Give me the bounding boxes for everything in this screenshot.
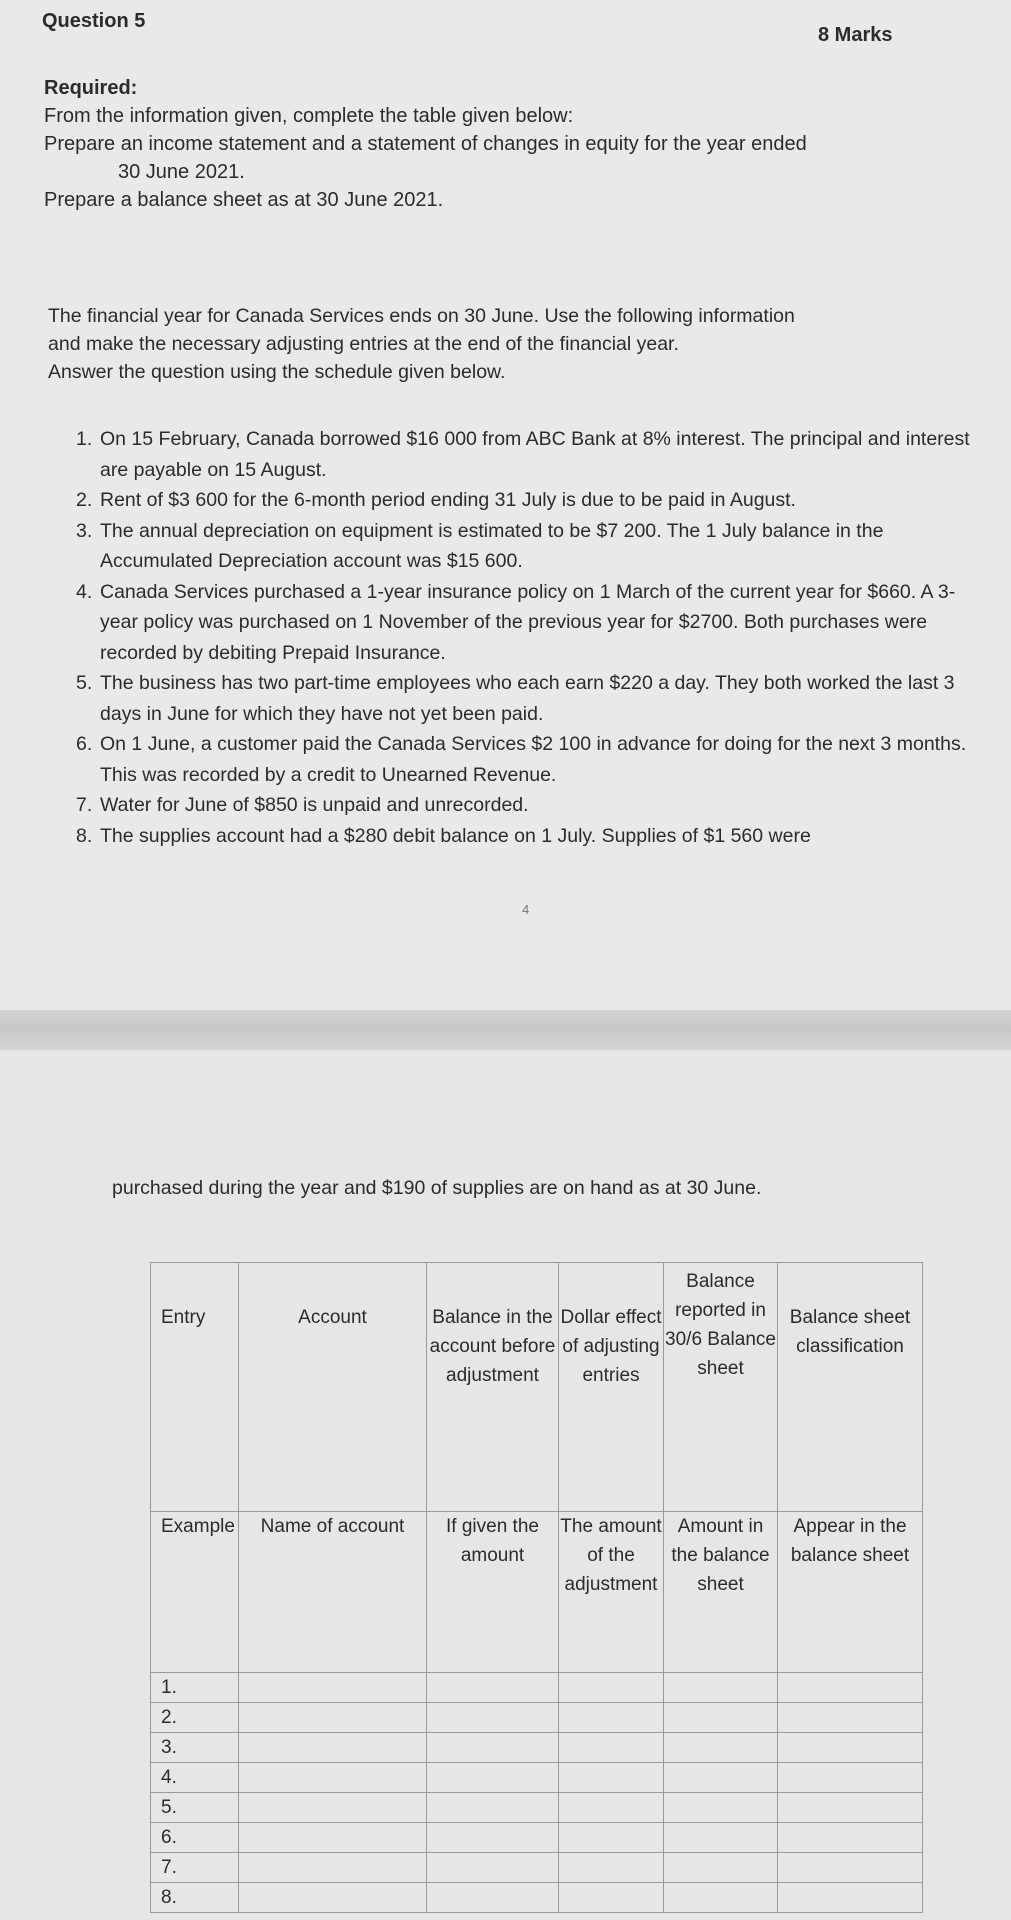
header-balance-reported: Balance reported in 30/6 Balance sheet — [664, 1263, 778, 1512]
intro-line: and make the necessary adjusting entries at the end of the financial year. — [48, 333, 679, 355]
item-text: The supplies account had a $280 debit balance on 1 July. Supplies of $1 560 were — [100, 824, 811, 847]
adjustments-list — [76, 424, 972, 851]
table-row — [151, 1673, 923, 1703]
cell-classification[interactable] — [778, 1763, 923, 1793]
cell-account[interactable] — [239, 1793, 427, 1823]
intro-line: Answer the question using the schedule given below. — [48, 361, 506, 383]
cell-balance-before[interactable] — [427, 1673, 559, 1703]
cell-balance-reported[interactable] — [664, 1853, 778, 1883]
example-balance-reported: Amount in the balance sheet — [664, 1512, 778, 1673]
item-text: On 15 February, Canada borrowed $16 000 from ABC Bank at 8% interest. The principal and interest are payable on 15 August. — [100, 428, 970, 481]
required-line: 30 June 2021. — [118, 161, 245, 183]
item-number: 7. — [76, 794, 93, 816]
cell-dollar-effect[interactable] — [559, 1733, 664, 1763]
table-row — [151, 1823, 923, 1853]
cell-classification[interactable] — [778, 1883, 923, 1913]
item-number: 5. — [76, 672, 93, 694]
cell-balance-before[interactable] — [427, 1793, 559, 1823]
example-dollar-effect: The amount of the adjustment — [559, 1512, 664, 1673]
table-row — [151, 1703, 923, 1733]
cell-account[interactable] — [239, 1673, 427, 1703]
row-number: 6. — [151, 1823, 239, 1853]
item-text: Canada Services purchased a 1-year insurance policy on 1 March of the current year for $660. A 3-year policy was purchased on 1 November of the previous year for $2700. Both purchases were recorded by debiting Prepaid Insurance. — [100, 580, 956, 664]
cell-balance-reported[interactable] — [664, 1733, 778, 1763]
cell-dollar-effect[interactable] — [559, 1793, 664, 1823]
cell-balance-reported[interactable] — [664, 1793, 778, 1823]
cell-classification[interactable] — [778, 1823, 923, 1853]
row-number: 7. — [151, 1853, 239, 1883]
cell-balance-before[interactable] — [427, 1763, 559, 1793]
table-example-row — [151, 1512, 923, 1673]
cell-classification[interactable] — [778, 1703, 923, 1733]
cell-classification[interactable] — [778, 1673, 923, 1703]
cell-account[interactable] — [239, 1703, 427, 1733]
list-item — [76, 577, 972, 669]
header-dollar-effect: Dollar effect of adjusting entries — [559, 1263, 664, 1512]
adjustment-schedule-table — [150, 1262, 923, 1913]
list-item — [76, 516, 972, 577]
cell-balance-reported[interactable] — [664, 1763, 778, 1793]
required-line: From the information given, complete the table given below: — [44, 105, 574, 127]
item-number: 3. — [76, 519, 93, 542]
header-entry: Entry — [151, 1263, 239, 1512]
header-account: Account — [239, 1263, 427, 1512]
item-number: 6. — [76, 733, 93, 755]
table-row — [151, 1763, 923, 1793]
table-header-row — [151, 1263, 923, 1512]
row-number: 3. — [151, 1733, 239, 1763]
list-item — [76, 668, 972, 729]
cell-account[interactable] — [239, 1883, 427, 1913]
required-heading: Required: — [44, 77, 138, 99]
example-account: Name of account — [239, 1512, 427, 1673]
item-text: The business has two part-time employees who each earn $220 a day. They both worked the last 3 days in June for which they have not yet been paid. — [100, 672, 955, 725]
list-item — [76, 821, 972, 852]
cell-dollar-effect[interactable] — [559, 1763, 664, 1793]
cell-balance-before[interactable] — [427, 1703, 559, 1733]
item-number: 4. — [76, 580, 93, 603]
example-classification: Appear in the balance sheet — [778, 1512, 923, 1673]
cell-account[interactable] — [239, 1763, 427, 1793]
row-number: 4. — [151, 1763, 239, 1793]
cell-balance-reported[interactable] — [664, 1673, 778, 1703]
cell-dollar-effect[interactable] — [559, 1673, 664, 1703]
cell-classification[interactable] — [778, 1793, 923, 1823]
cell-account[interactable] — [239, 1823, 427, 1853]
item-text: On 1 June, a customer paid the Canada Services $2 100 in advance for doing for the next 3 months. This was recorded by a credit to Unearned Revenue. — [100, 733, 967, 786]
list-item — [76, 729, 972, 790]
required-line: Prepare an income statement and a statement of changes in equity for the year ended — [44, 133, 807, 155]
list-item — [76, 485, 972, 516]
cell-balance-reported[interactable] — [664, 1703, 778, 1733]
item-text: The annual depreciation on equipment is estimated to be $7 200. The 1 July balance in the Accumulated Depreciation account was $15 600. — [100, 519, 884, 572]
item-number: 2. — [76, 489, 93, 511]
cell-dollar-effect[interactable] — [559, 1823, 664, 1853]
list-item — [76, 790, 972, 821]
item-text: Rent of $3 600 for the 6-month period ending 31 July is due to be paid in August. — [100, 489, 796, 511]
required-block — [44, 74, 974, 214]
cell-dollar-effect[interactable] — [559, 1703, 664, 1733]
cell-balance-before[interactable] — [427, 1853, 559, 1883]
page-gap-divider — [0, 1010, 1011, 1050]
intro-paragraph — [48, 302, 968, 386]
cell-balance-before[interactable] — [427, 1823, 559, 1853]
continued-text: purchased during the year and $190 of supplies are on hand as at 30 June. — [112, 1177, 762, 1199]
cell-balance-before[interactable] — [427, 1733, 559, 1763]
cell-account[interactable] — [239, 1853, 427, 1883]
cell-balance-reported[interactable] — [664, 1883, 778, 1913]
cell-account[interactable] — [239, 1733, 427, 1763]
required-line: Prepare a balance sheet as at 30 June 2021. — [44, 189, 444, 211]
table-row — [151, 1853, 923, 1883]
cell-dollar-effect[interactable] — [559, 1883, 664, 1913]
marks-label: 8 Marks — [818, 24, 893, 46]
header-classification: Balance sheet classification — [778, 1263, 923, 1512]
row-number: 5. — [151, 1793, 239, 1823]
page-number: 4 — [522, 902, 530, 917]
item-number: 1. — [76, 428, 93, 450]
table-row — [151, 1793, 923, 1823]
cell-dollar-effect[interactable] — [559, 1853, 664, 1883]
intro-line: The financial year for Canada Services ends on 30 June. Use the following information — [48, 305, 795, 327]
example-balance-before: If given the amount — [427, 1512, 559, 1673]
cell-balance-reported[interactable] — [664, 1823, 778, 1853]
table-row — [151, 1883, 923, 1913]
example-entry: Example — [151, 1512, 239, 1673]
item-text: Water for June of $850 is unpaid and unrecorded. — [100, 794, 529, 816]
table-row — [151, 1733, 923, 1763]
item-number: 8. — [76, 824, 93, 847]
cell-classification[interactable] — [778, 1733, 923, 1763]
header-balance-before: Balance in the account before adjustment — [427, 1263, 559, 1512]
cell-balance-before[interactable] — [427, 1883, 559, 1913]
question-title: Question 5 — [42, 10, 146, 32]
row-number: 1. — [151, 1673, 239, 1703]
cell-classification[interactable] — [778, 1853, 923, 1883]
row-number: 8. — [151, 1883, 239, 1913]
list-item — [76, 424, 972, 485]
row-number: 2. — [151, 1703, 239, 1733]
